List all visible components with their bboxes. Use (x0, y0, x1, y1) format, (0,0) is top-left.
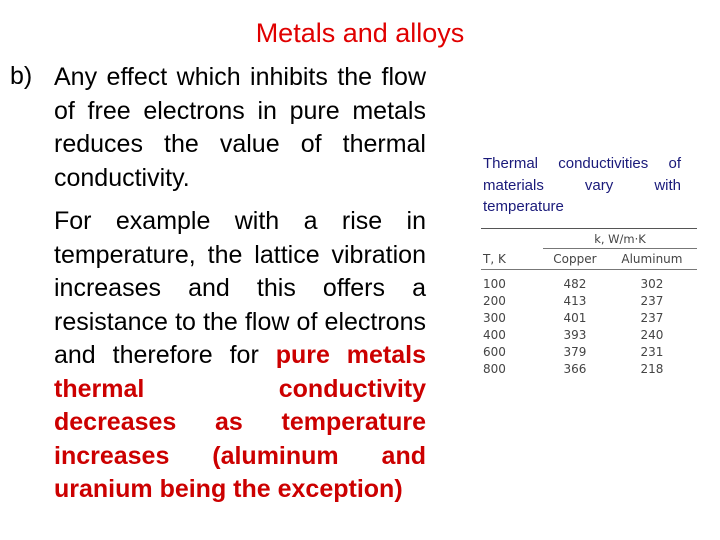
table-cell: 401 (563, 310, 587, 325)
item-label: b) (10, 62, 33, 90)
table-row (481, 270, 697, 293)
table-cell: 366 (563, 361, 587, 376)
table-header-cell: Aluminum (621, 252, 683, 266)
table-cell: 218 (640, 361, 664, 376)
table-cell: 393 (563, 327, 587, 342)
table-header-cell: Copper (553, 252, 597, 266)
table-cell: 200 (483, 293, 506, 308)
table-unit-row (481, 229, 697, 250)
paragraph-1: Any effect which inhibits the flow of free electrons in pure metals reduces the value of thermal conductivity. (54, 63, 426, 192)
slide-title: Metals and alloys (255, 18, 465, 48)
figure-caption: Thermal conductivities of materials vary with temperature (483, 155, 681, 215)
table-cell: 400 (483, 327, 506, 342)
table-row (481, 326, 697, 343)
table-cell: 302 (640, 276, 664, 291)
conductivity-table (481, 228, 697, 377)
paragraph-2-emphasis: pure metals thermal conductivity decreases as temperature increases (aluminum and uranium being the exception) (54, 341, 426, 503)
table-row (481, 343, 697, 360)
table-cell: 100 (483, 276, 506, 291)
table-cell: 231 (640, 344, 664, 359)
table-cell: 240 (640, 327, 664, 342)
table-cell: 237 (640, 310, 664, 325)
table-cell: 800 (483, 361, 506, 376)
table-header-row (481, 249, 697, 270)
table-cell: 413 (563, 293, 587, 308)
table-unit-label: k, W/m·K (543, 232, 697, 249)
table-cell: 379 (563, 344, 587, 359)
table-cell: 482 (563, 276, 587, 291)
table-row (481, 292, 697, 309)
table-cell: 300 (483, 310, 506, 325)
paragraph-2 (54, 205, 426, 507)
table-header-cell: T, K (483, 252, 506, 266)
table-cell: 237 (640, 293, 664, 308)
table-row (481, 360, 697, 377)
table-cell: 600 (483, 344, 506, 359)
paragraph-2-text: For example with a rise in temperature, the lattice vibration increases and this offers a resistance to the flow of electrons and therefore for (54, 207, 426, 369)
table-row (481, 309, 697, 326)
